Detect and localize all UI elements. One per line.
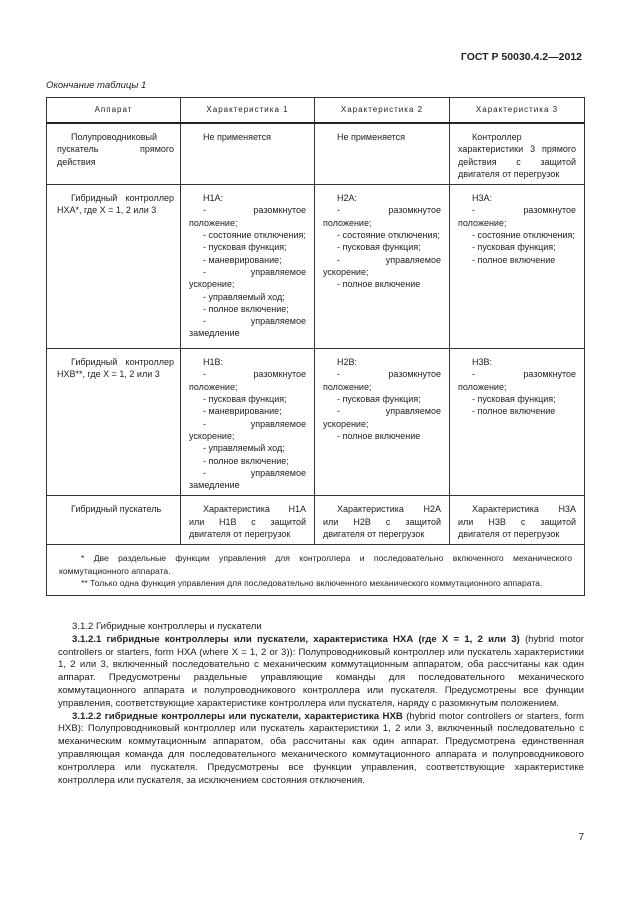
cell-line: - управляемый ход; xyxy=(203,443,285,454)
cell-line: - разомкнутое положение; xyxy=(458,205,576,228)
cell-line: - полное включение xyxy=(337,430,421,441)
characteristic-2-cell xyxy=(315,349,450,496)
cell-line: - управляемый ход; xyxy=(203,291,285,302)
cell-line: - управляемое замедление xyxy=(189,467,306,491)
cell-line: Н1А: xyxy=(203,193,224,204)
cell-line: - разомкнутое положение; xyxy=(189,205,306,228)
cell-line: - управляемое ускорение; xyxy=(189,418,306,441)
cell-line: - управляемое ускорение; xyxy=(323,254,441,277)
cell-line: - состояние отключения; xyxy=(472,230,575,241)
device-name: Гибридный контроллер НХА*, где Х = 1, 2 или 3 xyxy=(57,193,174,216)
notes-row xyxy=(47,545,585,596)
term-hxb: 3.1.2.2 гибридные контроллеры или пускатели, характеристика НХВ xyxy=(72,710,403,722)
cell-line: - маневрирование; xyxy=(203,406,282,417)
characteristic-3-cell xyxy=(450,349,585,496)
table-row xyxy=(47,123,585,185)
device-name: Полупроводниковый пускатель прямого действия xyxy=(57,132,174,167)
cell-line: - управляемое ускорение; xyxy=(323,406,441,429)
characteristic-2-cell xyxy=(315,185,450,349)
cell-line: - разомкнутое положение; xyxy=(323,369,441,392)
device-name: Гибридный контроллер НХВ**, где Х = 1, 2 или 3 xyxy=(57,357,174,380)
cell-line: - разомкнутое положение; xyxy=(189,369,306,392)
definition-hxb: (hybrid motor controllers or starters, form HXB): Полупроводниковый контроллер или пускатель характеристики 1, 2 или 3, включенный последовательно с механическим коммутационным аппаратом, оба рассчитаны как один аппарат. Предусмотрена единственная управляющая команда для последовательного механического коммутационного аппарата и полупроводникового контроллера или пускателя. Предусмотрены все функции управления, соответствующие характеристике контроллера или пускателя, за исключением состояния отключения. xyxy=(58,710,585,786)
devices-table xyxy=(46,97,585,596)
characteristic-2-cell xyxy=(315,496,450,545)
cell-line: Контроллер характеристики 3 прямого действия с защитой двигателя от перегрузок xyxy=(458,132,576,179)
paragraph-3-1-2-2 xyxy=(58,711,584,788)
cell-line: - полное включение xyxy=(472,406,556,417)
term-hxa: 3.1.2.1 гибридные контроллеры или пускатели, характеристика НХА (где Х = 1, 2 или 3) xyxy=(72,633,520,645)
note-2: ** Только одна функция управления для последовательно включенного механического коммутационного аппарата. xyxy=(81,577,543,588)
header-char-1: Характеристика 1 xyxy=(181,98,315,124)
table-notes xyxy=(47,545,585,596)
header-char-3: Характеристика 3 xyxy=(450,98,585,124)
device-cell xyxy=(47,185,181,349)
cell-line: - пусковая функция; xyxy=(203,242,287,253)
device-cell xyxy=(47,123,181,185)
cell-line: - полное включение xyxy=(472,254,556,265)
characteristic-1-cell xyxy=(181,123,315,185)
paragraph-3-1-2-1 xyxy=(58,634,584,711)
cell-line: - состояние отключения; xyxy=(337,230,440,241)
characteristic-1-cell xyxy=(181,185,315,349)
header-char-2: Характеристика 2 xyxy=(315,98,450,124)
characteristic-3-cell xyxy=(450,123,585,185)
table-row xyxy=(47,185,585,349)
definition-hxa: (hybrid motor controllers or starters, form HXA (where X = 1, 2 or 3)): Полупроводниковый контроллер или пускатель характеристики 1, 2 или 3, включенный последовательно с механическим коммутационным аппаратом, оба рассчитаны как один аппарат. Предусмотрены раздельные управляющие команды для последовательного механического коммутационного аппарата и полупроводникового контроллера или пускателя. Предусмотрены все функции управления, соответствующие характеристике контроллера или пускателя, наряду с разомкнутым положением. xyxy=(58,633,584,709)
table-header-row xyxy=(47,98,585,124)
device-cell xyxy=(47,349,181,496)
cell-line: - пусковая функция; xyxy=(203,394,287,405)
cell-line: Н1В: xyxy=(203,357,224,368)
characteristic-2-cell xyxy=(315,123,450,185)
device-cell xyxy=(47,496,181,545)
cell-line: Характеристика Н1А или Н1В с защитой двигателя от перегрузок xyxy=(189,504,306,540)
cell-line: - разомкнутое положение; xyxy=(323,205,441,228)
cell-line: - пусковая функция; xyxy=(472,242,556,253)
cell-line: - полное включение; xyxy=(203,303,289,314)
cell-line: - управляемое замедление xyxy=(189,316,306,339)
cell-line: - пусковая функция; xyxy=(472,394,556,405)
cell-line: - полное включение xyxy=(337,279,421,290)
characteristic-3-cell xyxy=(450,496,585,545)
header-device: Аппарат xyxy=(47,98,181,124)
cell-line: Н2В: xyxy=(337,357,358,368)
table-caption: Окончание таблицы 1 xyxy=(46,80,147,91)
cell-line: - пусковая функция; xyxy=(337,242,421,253)
table-row xyxy=(47,496,585,545)
cell-line: Не применяется xyxy=(203,132,272,142)
cell-line: Характеристика Н3А или Н3В с защитой двигателя от перегрузок xyxy=(458,504,576,540)
cell-line: - состояние отключения; xyxy=(203,230,306,241)
table-row xyxy=(47,349,585,496)
section-title: 3.1.2 Гибридные контроллеры и пускатели xyxy=(72,621,262,632)
cell-line: Н2А: xyxy=(337,193,358,204)
cell-line: - пусковая функция; xyxy=(337,394,421,405)
device-name: Гибридный пускатель xyxy=(71,504,162,515)
characteristic-1-cell xyxy=(181,496,315,545)
page-number: 7 xyxy=(578,832,584,843)
cell-line: - полное включение; xyxy=(203,455,289,466)
cell-line: Н3В: xyxy=(472,357,493,368)
cell-line: Не применяется xyxy=(337,132,406,142)
cell-line: - разомкнутое положение; xyxy=(458,369,576,392)
standard-header: ГОСТ Р 50030.4.2—2012 xyxy=(460,51,582,63)
body-text xyxy=(58,621,584,787)
note-1: * Две раздельные функции управления для контроллера и последовательно включенного механического коммутационного аппарата. xyxy=(59,553,572,576)
cell-line: - управляемое ускорение; xyxy=(189,266,306,290)
cell-line: - маневрирование; xyxy=(203,254,282,265)
characteristic-3-cell xyxy=(450,185,585,349)
cell-line: Н3А: xyxy=(472,193,493,204)
characteristic-1-cell xyxy=(181,349,315,496)
cell-line: Характеристика Н2А или Н2В с защитой двигателя от перегрузок xyxy=(323,504,441,540)
